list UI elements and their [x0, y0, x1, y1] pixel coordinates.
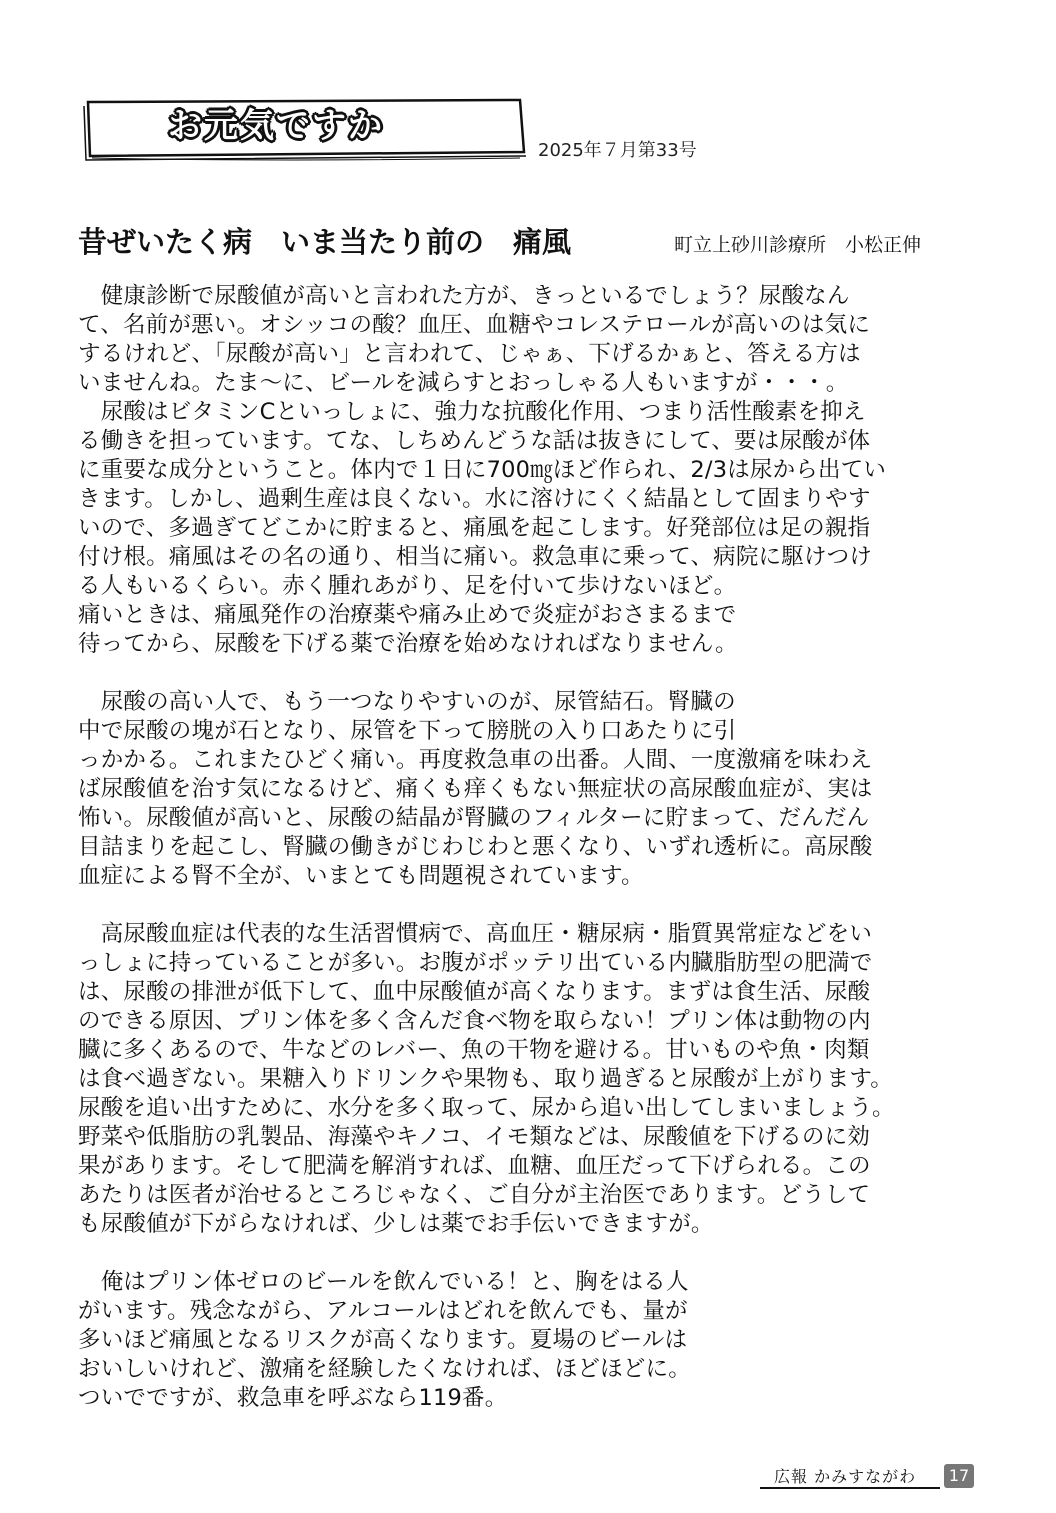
issue-date: 2025年７月第33号 — [538, 140, 697, 161]
text-line: がいます。残念ながら、アルコールはどれを飲んでも、量が — [78, 1298, 688, 1324]
article-author: 町立上砂川診療所 小松正伸 — [674, 234, 922, 256]
paragraph-5 — [78, 1268, 978, 1413]
text-line: 尿酸の高い人で、もう一つなりやすいのが、尿管結石。腎臓の — [78, 689, 736, 715]
text-line: 野菜や低脂肪の乳製品、海藻やキノコ、イモ類などは、尿酸値を下げるのに効 — [78, 1124, 871, 1150]
paragraph-3 — [78, 688, 978, 891]
text-line: っしょに持っていることが多い。お腹がポッテリ出ている内臓脂肪型の肥満で — [78, 950, 873, 976]
text-line: 尿酸を追い出すために、水分を多く取って、尿から追い出してしまいましょう。 — [78, 1095, 895, 1121]
text-line: 血症による腎不全が、いまとても問題視されています。 — [78, 863, 644, 889]
text-line: いませんね。たま～に、ビールを減らすとおっしゃる人もいますが・・・。 — [78, 370, 849, 396]
column-title: お元気ですか — [168, 106, 384, 146]
page-number: 17 — [944, 1464, 974, 1488]
text-line: は、尿酸の排泄が低下して、血中尿酸値が高くなります。まずは食生活、尿酸 — [78, 979, 871, 1005]
text-line: は食べ過ぎない。果糖入りドリンクや果物も、取り過ぎると尿酸が上がります。 — [78, 1066, 893, 1092]
text-line: 待ってから、尿酸を下げる薬で治療を始めなければなりません。 — [78, 631, 738, 657]
text-line: 尿酸はビタミンCといっしょに、強力な抗酸化作用、つまり活性酸素を抑え — [78, 399, 866, 425]
text-line: 怖い。尿酸値が高いと、尿酸の結晶が腎臓のフィルターに貯まって、だんだん — [78, 805, 870, 831]
text-line: おいしいけれど、激痛を経験したくなければ、ほどほどに。 — [78, 1356, 691, 1382]
page-footer — [760, 1462, 976, 1492]
text-line: いので、多過ぎてどこかに貯まると、痛風を起こします。好発部位は足の親指 — [78, 515, 871, 541]
text-line: 中で尿酸の塊が石となり、尿管を下って膀胱の入り口あたりに引 — [78, 718, 737, 744]
article-title: 昔ぜいたく病 いま当たり前の 痛風 — [78, 225, 572, 259]
text-line: するけれど、「尿酸が高い」と言われて、じゃぁ、下げるかぁと、答える方は — [78, 341, 861, 367]
text-line: 付け根。痛風はその名の通り、相当に痛い。救急車に乗って、病院に駆けつけ — [78, 544, 873, 570]
text-line: 高尿酸血症は代表的な生活習慣病で、高血圧・糖尿病・脂質異常症などをい — [78, 921, 873, 947]
text-line: ついでですが、救急車を呼ぶなら119番。 — [78, 1385, 508, 1411]
text-line: 俺はプリン体ゼロのビールを飲んでいる！と、胸をはる人 — [78, 1269, 689, 1295]
text-line: きます。しかし、過剰生産は良くない。水に溶けにくく結晶として固まりやす — [78, 486, 871, 512]
text-line: に重要な成分ということ。体内で１日に700㎎ほど作られ、2/3は尿から出てい — [78, 457, 887, 483]
publication-name: 広報 かみすながわ — [774, 1467, 917, 1486]
paragraph-2 — [78, 398, 978, 659]
text-line: あたりは医者が治せるところじゃなく、ご自分が主治医であります。どうして — [78, 1182, 871, 1208]
text-line: る働きを担っています。てな、しちめんどうな話は抜きにして、要は尿酸が体 — [78, 428, 871, 454]
text-line: る人もいるくらい。赤く腫れあがり、足を付いて歩けないほど。 — [78, 573, 737, 599]
text-line: も尿酸値が下がらなければ、少しは薬でお手伝いできますが。 — [78, 1211, 714, 1237]
text-line: 目詰まりを起こし、腎臓の働きがじわじわと悪くなり、いずれ透析に。高尿酸 — [78, 834, 873, 860]
paragraph-spacer — [78, 1239, 978, 1268]
text-line: 多いほど痛風となるリスクが高くなります。夏場のビールは — [78, 1327, 688, 1353]
paragraph-spacer — [78, 659, 978, 688]
text-line: 臓に多くあるので、牛などのレバー、魚の干物を避ける。甘いものや魚・肉類 — [78, 1037, 870, 1063]
text-line: 果があります。そして肥満を解消すれば、血糖、血圧だって下げられる。この — [78, 1153, 871, 1179]
text-line: ば尿酸値を治す気になるけど、痛くも痒くもない無症状の高尿酸血症が、実は — [78, 776, 873, 802]
paragraph-4 — [78, 920, 978, 1239]
article-body — [78, 282, 978, 1413]
text-line: のできる原因、プリン体を多く含んだ食べ物を取らない！プリン体は動物の内 — [78, 1008, 871, 1034]
paragraph-1 — [78, 282, 978, 398]
article-header — [78, 222, 978, 266]
footer-rule — [760, 1487, 940, 1489]
text-line: 痛いときは、痛風発作の治療薬や痛み止めで炎症がおさまるまで — [78, 602, 737, 628]
text-line: 健康診断で尿酸値が高いと言われた方が、きっといるでしょう？尿酸なん — [78, 283, 850, 309]
text-line: っかかる。これまたひどく痛い。再度救急車の出番。人間、一度激痛を味わえ — [78, 747, 873, 773]
text-line: て、名前が悪い。オシッコの酸？血圧、血糖やコレステロールが高いのは気に — [78, 312, 871, 338]
column-masthead — [80, 96, 530, 164]
paragraph-spacer — [78, 891, 978, 920]
